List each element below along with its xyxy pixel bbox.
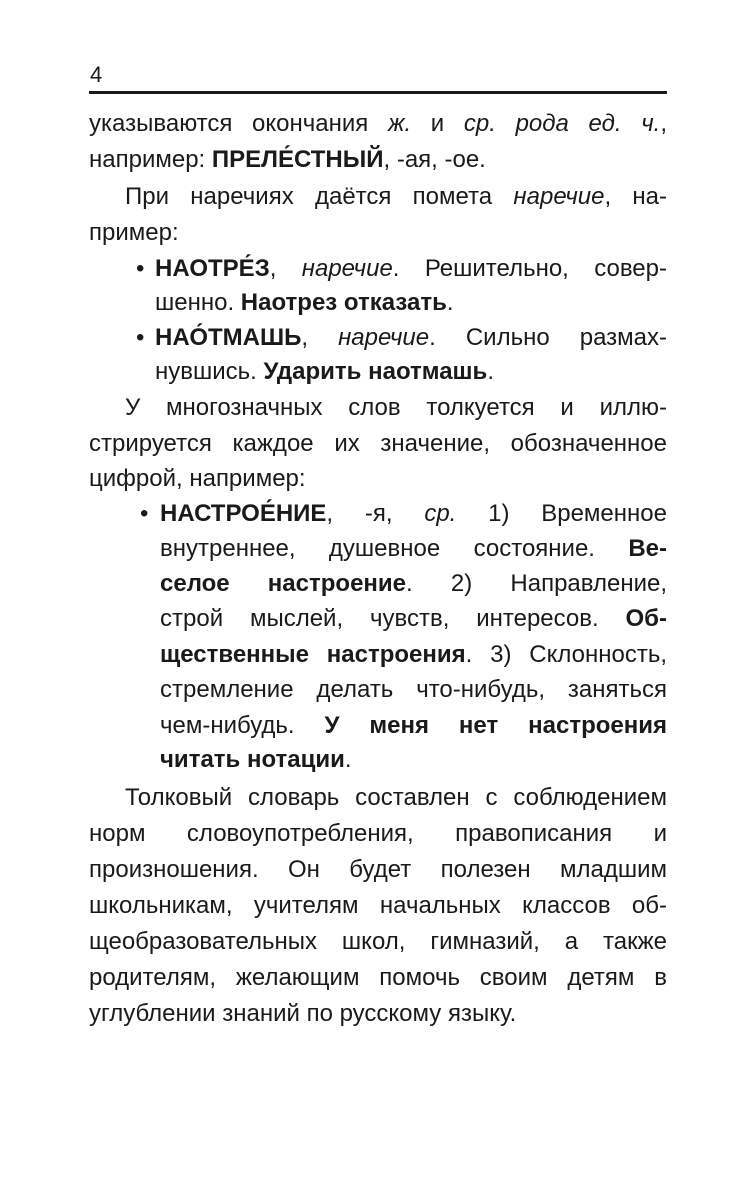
example-3-line-2: внутреннее, душевное состояние. Ве- <box>160 535 667 562</box>
example-3-line-5: щественные настроения. 3) Склонность, <box>160 641 667 668</box>
paragraph-4-line-4: школьникам, учителям начальных классов об- <box>89 892 667 919</box>
header-rule <box>89 91 667 94</box>
paragraph-4-line-6: родителям, желающим помочь своим детям в <box>89 964 667 991</box>
paragraph-2-line-1: При наречиях даётся помета наречие, на- <box>125 183 667 210</box>
example-3-line-1: НАСТРОЕ́НИЕ, -я, ср. 1) Временное <box>160 500 667 527</box>
paragraph-1-line-2: например: ПРЕЛЕ́СТНЫЙ, -ая, -ое. <box>89 146 486 173</box>
bullet: • <box>136 324 145 351</box>
bullet: • <box>136 255 145 282</box>
paragraph-4-line-5: щеобразовательных школ, гимназий, а также <box>89 928 667 955</box>
page-number: 4 <box>90 62 103 87</box>
paragraph-3-line-2: стрируется каждое их значение, обозначенное <box>89 430 667 457</box>
example-3-line-3: селое настроение. 2) Направление, <box>160 570 667 597</box>
example-2-line-2: нувшись. Ударить наотмашь. <box>155 358 494 385</box>
paragraph-4-line-1: Толковый словарь составлен с соблюдением <box>125 784 667 811</box>
headword: ПРЕЛЕ́СТНЫЙ <box>211 146 384 173</box>
example-3-line-6: стремление делать что-нибудь, заняться <box>160 676 667 703</box>
paragraph-4-line-7: углублении знаний по русскому языку. <box>89 1000 517 1027</box>
example-3-line-4: строй мыслей, чувств, интересов. Об- <box>160 605 667 632</box>
paragraph-4-line-2: норм словоупотребления, правописания и <box>89 820 667 847</box>
example-2-line-1: НАО́ТМАШЬ, наречие. Сильно размах- <box>155 324 667 351</box>
example-1-line-2: шенно. Наотрез отказать. <box>155 289 454 316</box>
paragraph-3-line-1: У многозначных слов толкуется и иллю- <box>125 394 667 421</box>
paragraph-3-line-3: цифрой, например: <box>89 465 306 492</box>
headword: НАО́ТМАШЬ <box>155 324 302 351</box>
bullet: • <box>140 500 149 527</box>
headword: НАОТРЕ́З <box>155 255 270 282</box>
paragraph-2-line-2: пример: <box>89 219 179 246</box>
paragraph-4-line-3: произношения. Он будет полезен младшим <box>89 856 667 883</box>
example-3-line-7: чем-нибудь. У меня нет настроения <box>160 712 667 739</box>
example-3-line-8: читать нотации. <box>160 746 352 773</box>
paragraph-1-line-1: указываются окончания ж. и ср. рода ед. ч., <box>89 110 667 137</box>
example-1-line-1: НАОТРЕ́З, наречие. Решительно, совер- <box>155 255 667 282</box>
headword: НАСТРОЕ́НИЕ <box>160 500 327 527</box>
